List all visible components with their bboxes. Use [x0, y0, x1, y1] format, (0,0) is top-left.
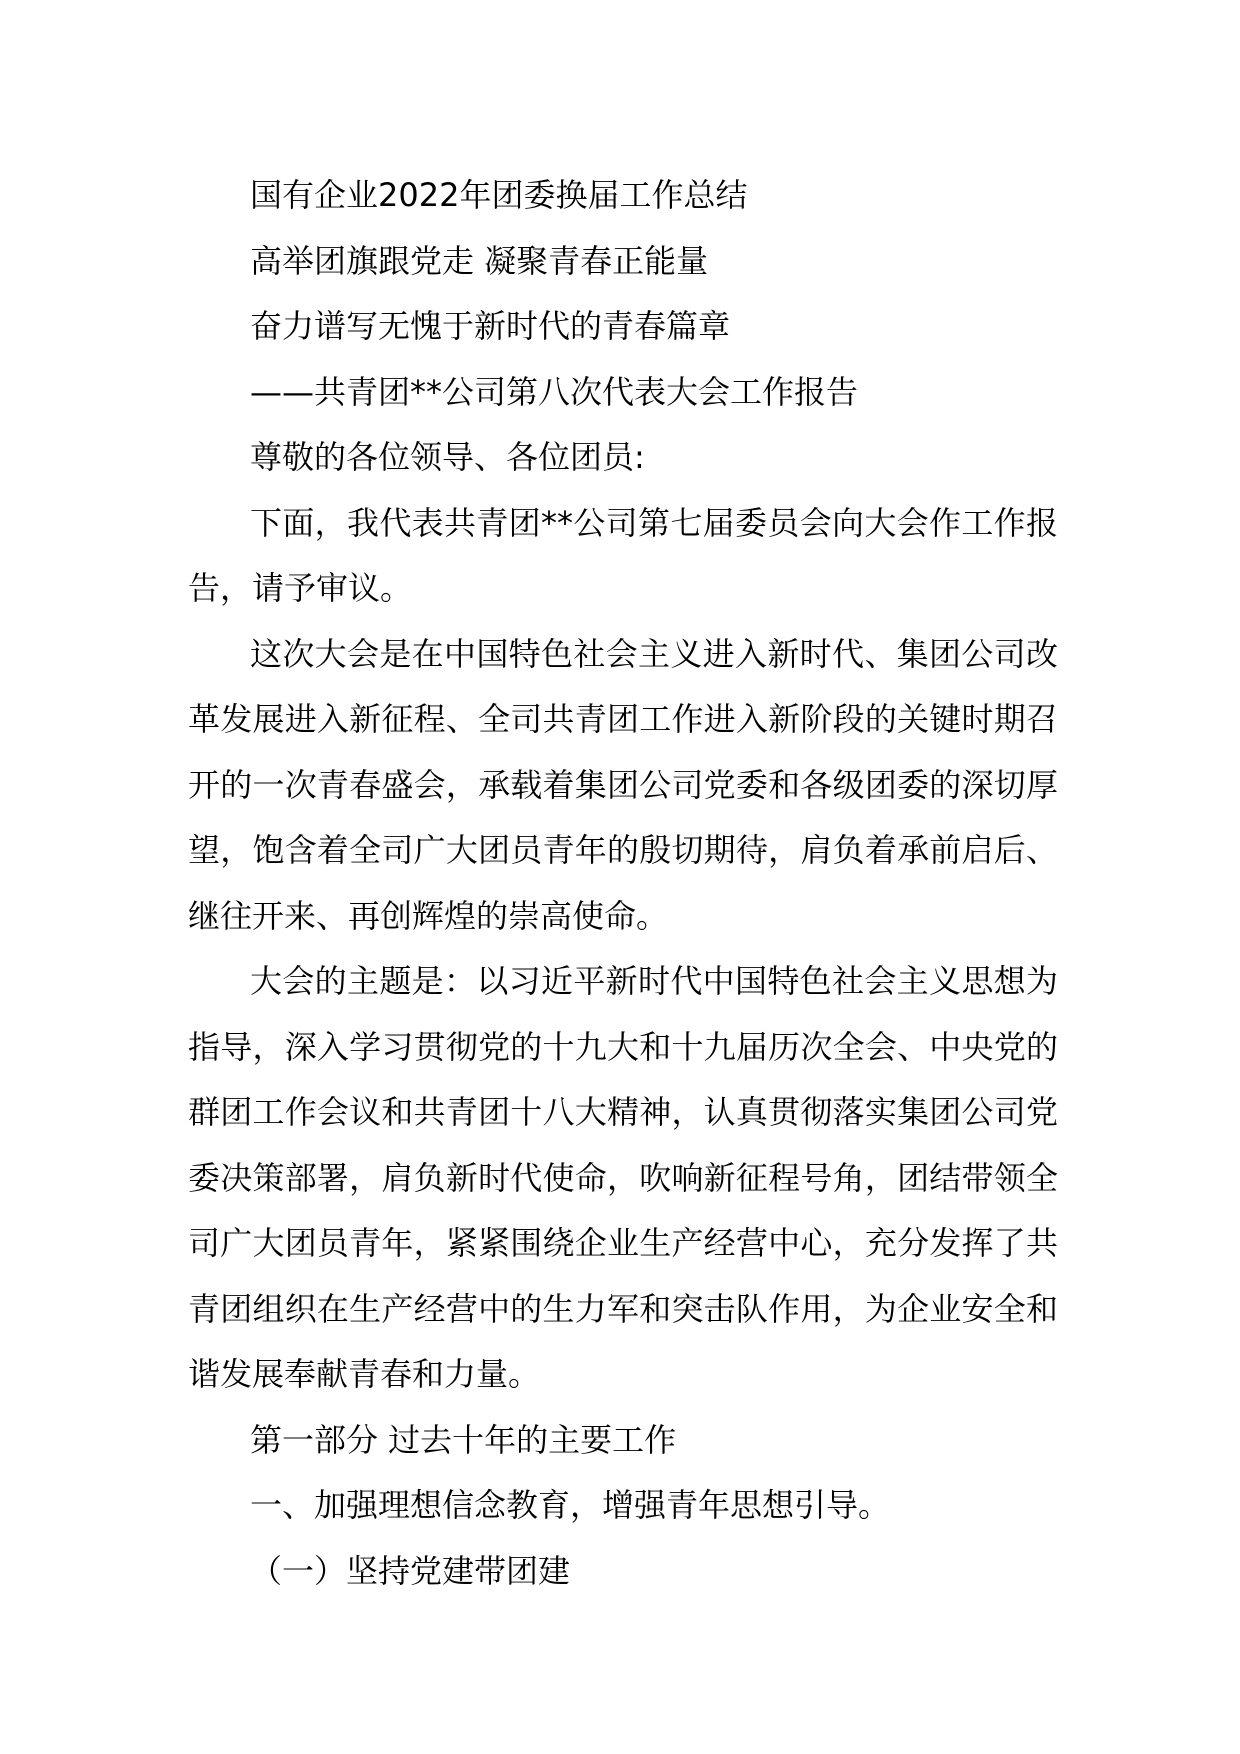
salutation: 尊敬的各位领导、各位团员:: [250, 438, 645, 476]
body-paragraph: 这次大会是在中国特色社会主义进入新时代、集团公司改革发展进入新征程、全司共青团工作进入新阶段的关键时期召开的一次青春盛会，承载着集团公司党委和各级团委的深切厚望，饱含着全司广大团员青年的殷切期待，肩负着承前启后、继往开来、再创辉煌的崇高使命。: [188, 634, 1058, 935]
section-title: 第一部分 过去十年的主要工作: [250, 1420, 677, 1459]
document-title: 国有企业2022年团委换届工作总结: [250, 176, 748, 214]
subsection-heading: 一、加强理想信念教育，增强青年思想引导。: [250, 1486, 891, 1524]
report-subtitle: ——共青团**公司第八次代表大会工作报告: [250, 372, 859, 411]
body-paragraph: 大会的主题是：以习近平新时代中国特色社会主义思想为指导，深入学习贯彻党的十九大和十九届历次全会、中央党的群团工作会议和共青团十八大精神，认真贯彻落实集团公司党委决策部署，肩负新时代使命，吹响新征程号角，团结带领全司广大团员青年，紧紧围绕企业生产经营中心，充分发挥了共青团组织在生产经营中的生力军和突击队作用，为企业安全和谐发展奉献青春和力量。: [188, 962, 1058, 1393]
report-title-line-2: 奋力谱写无愧于新时代的青春篇章: [250, 307, 731, 345]
sub-subsection-heading: （一）坚持党建带团建: [250, 1551, 571, 1590]
body-paragraph: 下面，我代表共青团**公司第七届委员会向大会作工作报告，请予审议。: [188, 503, 1058, 607]
document-body: [188, 163, 1058, 1604]
report-title-line-1: 高举团旗跟党走 凝聚青春正能量: [250, 241, 709, 280]
